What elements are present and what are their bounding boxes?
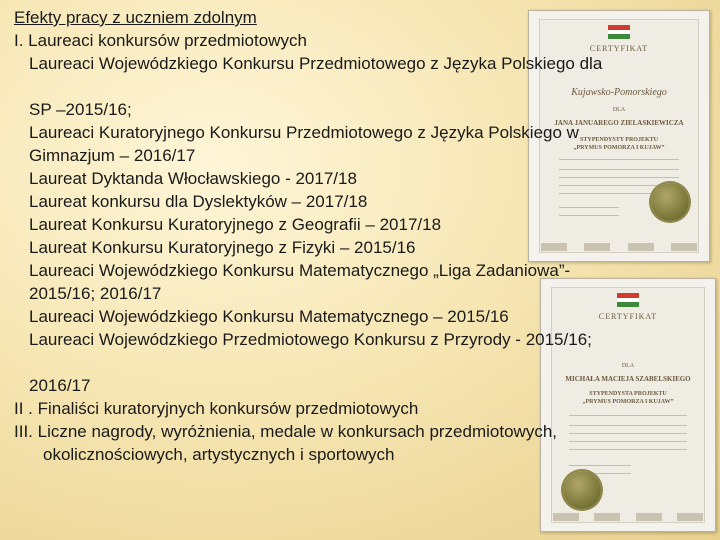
certificate-bottom-program2: „PRYMUS POMORZA I KUJAW”: [582, 399, 674, 405]
list-item: Laureaci Wojewódzkiego Przedmiotowego Konkursu z Przyrody - 2015/16;: [29, 330, 592, 349]
list-item: Gimnazjum – 2016/17: [29, 146, 196, 165]
list-item: Laureat Konkursu Kuratoryjnego z Fizyki – 2015/16: [29, 238, 416, 257]
spacer: [14, 351, 714, 374]
section-heading-3: III. Liczne nagrody, wyróżnienia, medale w konkursach przedmiotowych,: [14, 422, 557, 441]
section-heading-1: I. Laureaci konkursów przedmiotowych: [14, 31, 307, 50]
list-item: Laureat konkursu dla Dyslektyków – 2017/18: [29, 192, 368, 211]
slide-content: [14, 6, 714, 466]
certificate-bottom-dla: DLA: [621, 363, 635, 369]
certificate-top-heading: CERTYFIKAT: [589, 44, 649, 53]
list-item: SP –2015/16;: [29, 100, 132, 119]
page-title: Efekty pracy z uczniem zdolnym: [14, 8, 257, 27]
list-item: Laureaci Kuratoryjnego Konkursu Przedmiotowego z Języka Polskiego w: [29, 123, 579, 142]
list-item: Laureaci Wojewódzkiego Konkursu Matematycznego – 2015/16: [29, 307, 509, 326]
list-item: Laureat Konkursu Kuratoryjnego z Geografii – 2017/18: [29, 215, 442, 234]
certificate-top-dla: DLA: [612, 107, 626, 113]
certificate-top-script: Kujawsko-Pomorskiego: [571, 87, 667, 98]
certificate-top-program1: STYPENDYSTY PROJEKTU: [580, 137, 658, 143]
certificate-bottom-recipient: MICHAŁA MACIEJA SZABELSKIEGO: [565, 375, 691, 383]
list-item: Laureaci Wojewódzkiego Konkursu Matematycznego „Liga Zadaniowa”-: [29, 261, 571, 280]
list-item: 2015/16; 2016/17: [29, 284, 162, 303]
list-item: Laureaci Wojewódzkiego Konkursu Przedmiotowego z Języka Polskiego dla: [29, 54, 603, 73]
certificate-bottom-program1: STYPENDYSTA PROJEKTU: [589, 391, 667, 397]
certificate-top-recipient: JANA JANUAREGO ZIELASKIEWICZA: [554, 119, 684, 127]
section-heading-2: II . Finaliści kuratoryjnych konkursów przedmiotowych: [14, 399, 419, 418]
spacer: [14, 75, 714, 98]
seal-icon: [563, 471, 601, 509]
list-item: 2016/17: [29, 376, 91, 395]
certificate-top-program2: „PRYMUS POMORZA I KUJAW”: [573, 145, 665, 151]
list-item: Laureat Dyktanda Włocławskiego - 2017/18: [29, 169, 357, 188]
certificate-bottom-heading: CERTYFIKAT: [598, 312, 658, 321]
section-heading-3-continuation: okolicznościowych, artystycznych i sportowych: [43, 445, 395, 464]
certificate-bottom-logos: [553, 513, 703, 523]
